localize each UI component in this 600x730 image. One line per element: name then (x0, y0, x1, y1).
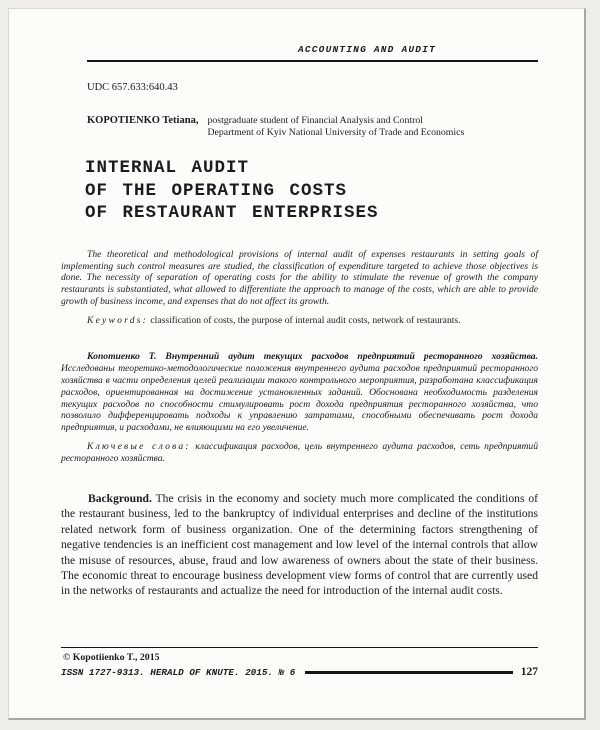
body-paragraph-text: The crisis in the economy and society much more complicated the conditions of the restaurant business, led to the bankruptcy of individual enterprises and decline of the institutions related network form of business organization. One of the determining factors strengthening of negative tendencies is an inefficient cost management and low level of the internal controls that allow the misuse of resources, abuse, fraud and low awareness of owners about the state of their business. The economic threat to encourage business development view forms of control that are currently used in the networks of restaurants and actualize the need for introduction of the internal audit costs. (61, 492, 538, 598)
body-paragraph (61, 491, 538, 599)
article-title-line-2: OF THE OPERATING COSTS (85, 180, 348, 201)
abstract-english-text: The theoretical and methodological provisions of internal audit of expenses restaurants in setting goals of implementing such control measures are studied, the classification of expenditure targeted to achieve those objectives is done. The necessity of separation of operating costs for the ability to stimulate the revenue of growth the company restaurants is substantiated, what allowed to differentiate the approach to manage of the costs, which are able to provide growth of business income, and expenses that do not affect its growth. (61, 248, 538, 308)
footer-divider-bar (305, 671, 512, 674)
abstract-english (61, 249, 538, 308)
abstract-russian-lead: Копотиенко Т. Внутренний аудит текущих расходов предприятий ресторанного хозяйства. (87, 350, 538, 362)
keywords-english-text: classification of costs, the purpose of internal audit costs, network of restaurants. (150, 315, 461, 327)
abstract-russian-text: Исследованы теоретико-методологические положения внутреннего аудита расходов предприятий ресторанного хозяйства в части определения целей реализации такого контрольного мероприятия, разработана классификация расходов, ориентированная на достижение установленных заданий. Обоснована необходимость разделения текущих расходов по способности стимулировать рост дохода предприятия ресторанного хозяйства, что позволило дифференцировать подходы к управлению затратами, способными обеспечивать рост дохода предприятия, и расходами, не влияющими на его увеличение. (61, 362, 538, 434)
article-title-line-3: OF RESTAURANT ENTERPRISES (85, 203, 379, 224)
running-head (87, 39, 538, 62)
page-number: 127 (520, 666, 538, 678)
keywords-russian (61, 441, 538, 465)
keywords-russian-label: Ключевые слова: (87, 441, 191, 453)
keywords-russian-text: классификация расходов, цель внутреннего аудита расходов, сеть предприятий ресторанного хозяйства. (61, 441, 539, 465)
copyright-line: © Kopotiienko T., 2015 (63, 652, 160, 663)
article-title-line-1: INTERNAL AUDIT (85, 158, 250, 179)
paper-page (8, 8, 586, 720)
udc-code: UDC 657.633:640.43 (87, 82, 178, 93)
body-section-heading: Background. (88, 492, 152, 505)
keywords-english (61, 315, 538, 327)
abstract-russian (61, 351, 538, 434)
running-head-text: ACCOUNTING AND AUDIT (297, 44, 436, 55)
article-title (85, 157, 538, 224)
author-affiliation: postgraduate student of Financial Analysis and Control Department of Kyiv National University of Trade and Economics (207, 115, 465, 139)
keywords-label: Keywords: (87, 315, 149, 327)
page-footer (61, 647, 538, 678)
author-name: KOPOTIENKO Tetiana, (87, 115, 199, 126)
author-block (87, 115, 538, 139)
issn-journal-line: ISSN 1727-9313. HERALD OF KNUTE. 2015. № 6 (61, 666, 296, 678)
issn-row (61, 666, 538, 678)
